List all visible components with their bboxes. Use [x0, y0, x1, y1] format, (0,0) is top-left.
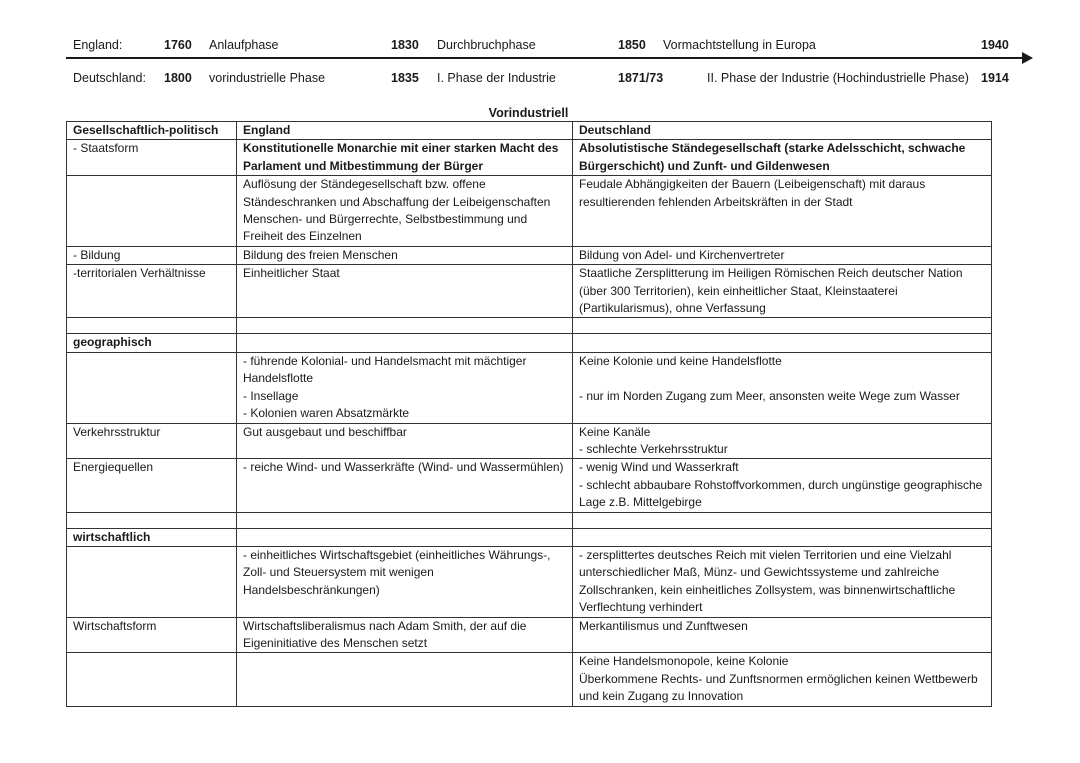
table-row — [67, 246, 992, 264]
empty-cell — [573, 318, 992, 334]
timeline-year: 1835 — [391, 71, 419, 85]
cell-line: Gut ausgebaut und beschiffbar — [243, 424, 407, 439]
cell-line: - einheitliches Wirtschaftsgebiet (einheitliches Währungs-, Zoll- und Steuersystem mit wenigen Handelsbeschränkungen) — [243, 547, 551, 597]
section-row — [67, 334, 992, 352]
timeline-year: 1850 — [618, 38, 646, 52]
row-category: Energiequellen — [67, 459, 237, 512]
header-category: Gesellschaftlich-politisch — [67, 122, 237, 140]
timeline-phase: II. Phase der Industrie (Hochindustrielle Phase) — [707, 71, 969, 85]
cell-line: Keine Kanäle — [579, 424, 651, 439]
row-category: - Staatsform — [67, 140, 237, 176]
section-heading: geographisch — [67, 334, 237, 352]
timeline-england — [0, 36, 1080, 54]
table-row — [67, 546, 992, 617]
england-cell — [237, 423, 573, 459]
cell-line: Feudale Abhängigkeiten der Bauern (Leibeigenschaft) mit daraus resultierenden fehlenden Arbeitskräften in der Stadt — [579, 177, 926, 209]
empty-cell — [237, 528, 573, 546]
cell-line: Überkommene Rechts- und Zunftsnormen ermöglichen keinen Wettbewerb und kein Zugang zu Innovation — [579, 671, 978, 704]
header-deutschland: Deutschland — [573, 122, 992, 140]
deutschland-cell — [573, 140, 992, 176]
table-row — [67, 176, 992, 247]
empty-cell — [67, 318, 237, 334]
cell-line: Konstitutionelle Monarchie mit einer starken Macht des Parlament und Mitbestimmung der Bürger — [243, 141, 559, 173]
table-row — [67, 140, 992, 176]
deutschland-cell — [573, 423, 992, 459]
timeline-end-year: 1914 — [981, 71, 1009, 85]
timeline-phase: Vormachtstellung in Europa — [663, 38, 816, 52]
row-category: - Bildung — [67, 246, 237, 264]
timeline-arrow-icon — [1022, 52, 1033, 64]
table-title: Vorindustriell — [488, 106, 569, 120]
timeline-year: 1800 — [164, 71, 192, 85]
timeline-year: 1871/73 — [618, 71, 664, 85]
england-cell — [237, 653, 573, 706]
england-cell — [237, 546, 573, 617]
empty-cell — [237, 334, 573, 352]
cell-line: Wirtschaftsliberalismus nach Adam Smith, der auf die Eigeninitiative des Menschen setzt — [243, 618, 527, 650]
timeline-phase: vorindustrielle Phase — [209, 71, 326, 85]
empty-cell — [237, 512, 573, 528]
header-england: England — [237, 122, 573, 140]
row-category — [67, 352, 237, 423]
england-cell — [237, 265, 573, 318]
table-row — [67, 459, 992, 512]
timeline-country-label: England: — [73, 38, 123, 52]
spacer-row — [67, 512, 992, 528]
cell-line: - Insellage — [243, 388, 299, 403]
england-cell — [237, 617, 573, 653]
table-row — [67, 653, 992, 706]
deutschland-cell — [573, 176, 992, 247]
timeline-country-label: Deutschland: — [73, 71, 146, 85]
cell-line: Bildung des freien Menschen — [243, 247, 398, 262]
england-cell — [237, 246, 573, 264]
spacer-row — [67, 318, 992, 334]
cell-line: Keine Handelsmonopole, keine Kolonie — [579, 654, 789, 669]
cell-line: Staatliche Zersplitterung im Heiligen Römischen Reich deutscher Nation (über 300 Territorien), kein einheitlicher Staat, Kleinstaaterei (Partikularismus), ohne Verfassung — [579, 266, 963, 316]
cell-line: Menschen- und Bürgerrechte, Selbstbestimmung und Freiheit des Einzelnen — [243, 212, 528, 244]
cell-line: Bildung von Adel- und Kirchenvertreter — [579, 247, 785, 262]
empty-cell — [573, 334, 992, 352]
cell-line — [579, 370, 985, 387]
cell-line: - nur im Norden Zugang zum Meer, ansonsten weite Wege zum Wasser — [579, 388, 960, 403]
deutschland-cell — [573, 546, 992, 617]
deutschland-cell — [573, 352, 992, 423]
cell-line: - führende Kolonial- und Handelsmacht mit mächtiger Handelsflotte — [243, 353, 527, 386]
cell-line: Absolutistische Ständegesellschaft (starke Adelsschicht, schwache Bürgerschicht) und Zunft- und Gildenwesen — [579, 141, 966, 173]
timeline-end-year: 1940 — [981, 38, 1009, 52]
table-header-row — [67, 122, 992, 140]
cell-line: - schlecht abbaubare Rohstoffvorkommen, durch ungünstige geographische Lage z.B. Mittelgebirge — [579, 477, 983, 510]
empty-cell — [237, 318, 573, 334]
cell-line: Auflösung der Ständegesellschaft bzw. offene Ständeschranken und Abschaffung der Leibeigenschaften — [243, 177, 551, 209]
table-row — [67, 265, 992, 318]
row-category: Wirtschaftsform — [67, 617, 237, 653]
timeline-year: 1760 — [164, 38, 192, 52]
row-category: -territorialen Verhältnisse — [67, 265, 237, 318]
cell-line: - Kolonien waren Absatzmärkte — [243, 406, 410, 421]
empty-cell — [573, 528, 992, 546]
cell-line: - schlechte Verkehrsstruktur — [579, 441, 728, 456]
empty-cell — [573, 512, 992, 528]
cell-line: Merkantilismus und Zunftwesen — [579, 618, 748, 633]
section-row — [67, 528, 992, 546]
timeline-phase: I. Phase der Industrie — [437, 71, 556, 85]
timeline-axis — [66, 57, 1026, 59]
cell-line: - reiche Wind- und Wasserkräfte (Wind- und Wassermühlen) — [243, 460, 564, 475]
timeline-phase: Durchbruchphase — [437, 38, 536, 52]
table-row — [67, 352, 992, 423]
row-category — [67, 653, 237, 706]
cell-line: - wenig Wind und Wasserkraft — [579, 460, 739, 475]
table-row — [67, 423, 992, 459]
row-category — [67, 176, 237, 247]
england-cell — [237, 459, 573, 512]
cell-line: Keine Kolonie und keine Handelsflotte — [579, 353, 782, 368]
comparison-table-body — [67, 122, 992, 707]
section-heading: wirtschaftlich — [67, 528, 237, 546]
table-row — [67, 617, 992, 653]
england-cell — [237, 176, 573, 247]
timeline-deutschland — [0, 69, 1080, 87]
cell-line: Einheitlicher Staat — [243, 266, 340, 281]
row-category: Verkehrsstruktur — [67, 423, 237, 459]
timeline-phase: Anlaufphase — [209, 38, 279, 52]
england-cell — [237, 140, 573, 176]
timeline-year: 1830 — [391, 38, 419, 52]
deutschland-cell — [573, 653, 992, 706]
deutschland-cell — [573, 617, 992, 653]
empty-cell — [67, 512, 237, 528]
comparison-table — [66, 121, 992, 707]
deutschland-cell — [573, 459, 992, 512]
deutschland-cell — [573, 265, 992, 318]
deutschland-cell — [573, 246, 992, 264]
row-category — [67, 546, 237, 617]
cell-line: - zersplittertes deutsches Reich mit vielen Territorien und eine Vielzahl unterschiedlicher Maß, Münz- und Gewichtssysteme und zahlreiche Zollschranken, kein einheitliches Zollsystem, was binnenwirtschaftliche Verflechtung verhindert — [579, 547, 956, 615]
england-cell — [237, 352, 573, 423]
